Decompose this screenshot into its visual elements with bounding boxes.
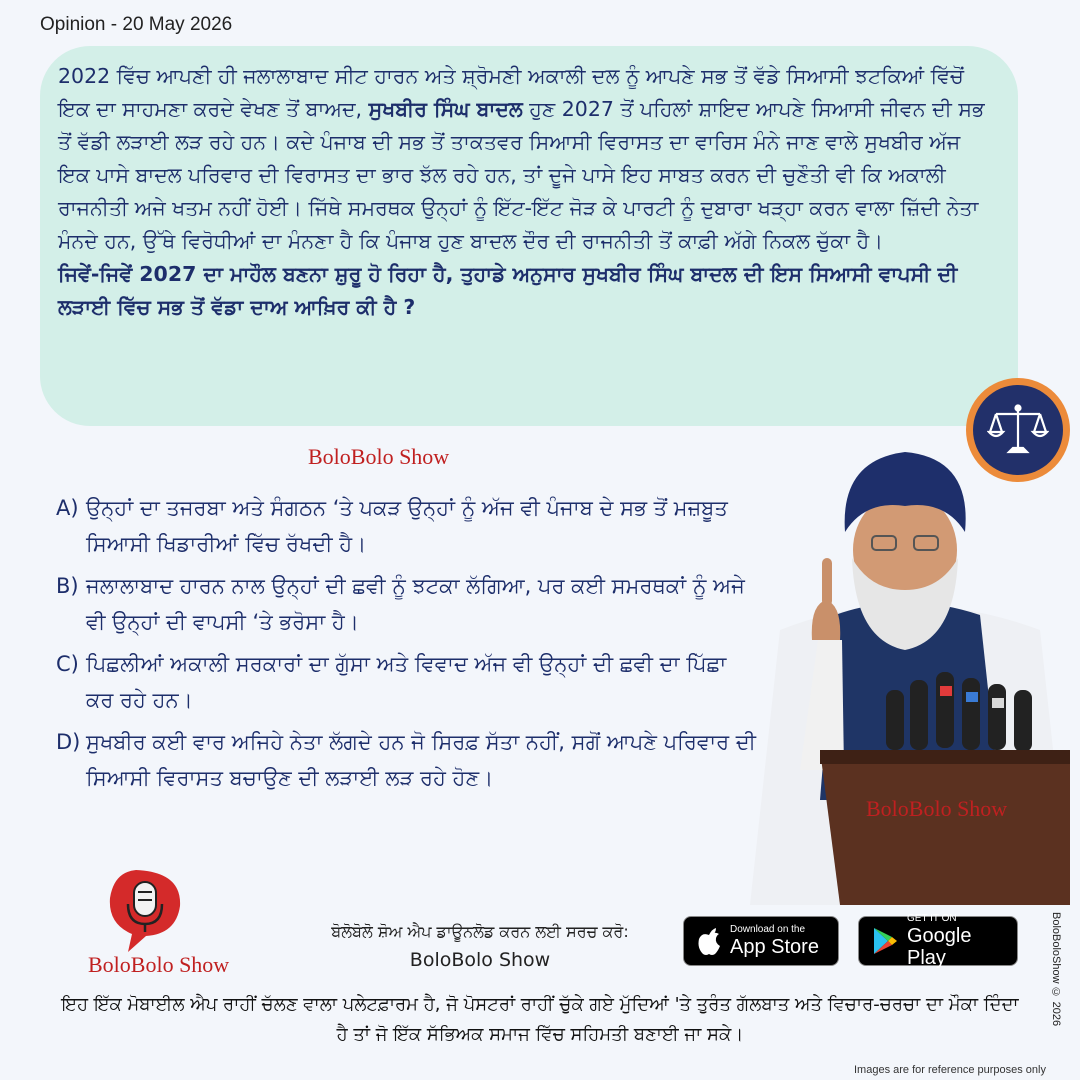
image-disclaimer: Images are for reference purposes only xyxy=(854,1064,1046,1076)
google-play-small: GET IT ON xyxy=(907,913,957,924)
intro-text-2: ਹੁਣ 2027 ਤੋਂ ਪਹਿਲਾਂ ਸ਼ਾਇਦ ਆਪਣੇ ਸਿਆਸੀ ਜੀਵਨ ਦੀ ਸਭ ਤੋਂ ਵੱਡੀ ਲੜਾਈ ਲੜ ਰਹੇ ਹਨ। ਕਦੇ ਪੰਜਾਬ ਦੀ ਸਭ ਤੋਂ ਤਾਕਤਵਰ ਸਿਆਸੀ ਵਿਰਾਸਤ ਦਾ ਵਾਰਿਸ ਮੰਨੇ ਜਾਣ ਵਾਲੇ ਸੁਖਬੀਰ ਅੱਜ ਇਕ ਪਾਸੇ ਬਾਦਲ ਪਰਿਵਾਰ ਦੀ ਵਿਰਾਸਤ ਦਾ ਭਾਰ ਝੱਲ ਰਹੇ ਹਨ, ਤਾਂ ਦੂਜੇ ਪਾਸੇ ਇਹ ਸਾਬਤ ਕਰਨ ਦੀ ਚੁਣੌਤੀ ਵੀ ਕਿ ਅਕਾਲੀ ਰਾਜਨੀਤੀ ਅਜੇ ਖਤਮ ਨਹੀਂ ਹੋਈ। ਜਿੱਥੇ ਸਮਰਥਕ ਉਨ੍ਹਾਂ ਨੂੰ ਇੱਟ-ਇੱਟ ਜੋੜ ਕੇ ਪਾਰਟੀ ਨੂੰ ਦੁਬਾਰਾ ਖੜ੍ਹਾ ਕਰਨ ਵਾਲਾ ਜ਼ਿੱਦੀ ਨੇਤਾ ਮੰਨਦੇ ਹਨ, ਉੱਥੇ ਵਿਰੋਧੀਆਂ ਦਾ ਮੰਨਣਾ ਹੈ ਕਿ ਪੰਜਾਬ ਹੁਣ ਬਾਦਲ ਦੌਰ ਦੀ ਰਾਜਨੀਤੀ ਤੋਂ ਕਾਫ਼ੀ ਅੱਗੇ ਨਿਕਲ ਚੁੱਕਾ ਹੈ। xyxy=(58,97,985,253)
intro-text-1: 2022 ਵਿੱਚ ਆਪਣੀ ਹੀ ਜਲਾਲਾਬਾਦ ਸੀਟ ਹਾਰਨ ਅਤੇ ਸ਼੍ਰੋਮਣੀ ਅਕਾਲੀ ਦਲ ਨੂੰ ਆਪਣੇ ਸਭ ਤੋਂ ਵੱਡੇ ਸਿਆਸੀ ਝਟਕਿਆਂ ਵਿੱਚੋਂ ਇਕ ਦਾ ਸਾਹਮਣਾ ਕਰਦੇ ਵੇਖਣ ਤੋਂ ਬਾਅਦ, xyxy=(58,64,964,121)
option-text: ਜਲਾਲਾਬਾਦ ਹਾਰਨ ਨਾਲ ਉਨ੍ਹਾਂ ਦੀ ਛਵੀ ਨੂੰ ਝਟਕਾ ਲੱਗਿਆ, ਪਰ ਕਈ ਸਮਰਥਕਾਂ ਨੂੰ ਅਜੇ ਵੀ ਉਨ੍ਹਾਂ ਦੀ ਵਾਪਸੀ ‘ਤੇ ਭਰੋਸਾ ਹੈ। xyxy=(86,574,745,634)
download-text: ਬੋਲੋਬੋਲੋ ਸ਼ੋਅ ਐਪ ਡਾਊਨਲੋਡ ਕਰਨ ਲਈ ਸਰਚ ਕਰੋ: xyxy=(331,922,629,941)
speaker-photo xyxy=(740,440,1070,905)
option-letter: B) xyxy=(56,574,79,598)
app-store-button[interactable] xyxy=(683,916,839,966)
option-text: ਪਿਛਲੀਆਂ ਅਕਾਲੀ ਸਰਕਾਰਾਂ ਦਾ ਗੁੱਸਾ ਅਤੇ ਵਿਵਾਦ ਅੱਜ ਵੀ ਉਨ੍ਹਾਂ ਦੀ ਛਵੀ ਦਾ ਪਿੱਛਾ ਕਰ ਰਹੇ ਹਨ। xyxy=(86,652,727,712)
app-name: BoloBolo Show xyxy=(409,949,551,971)
option-text: ਸੁਖਬੀਰ ਕਈ ਵਾਰ ਅਜਿਹੇ ਨੇਤਾ ਲੱਗਦੇ ਹਨ ਜੋ ਸਿਰਫ਼ ਸੱਤਾ ਨਹੀਂ, ਸਗੋਂ ਆਪਣੇ ਪਰਿਵਾਰ ਦੀ ਸਿਆਸੀ ਵਿਰਾਸਤ ਬਚਾਉਣ ਦੀ ਲੜਾਈ ਲੜ ਰਹੇ ਹੋਣ। xyxy=(86,730,757,790)
option-b[interactable] xyxy=(56,568,756,640)
intro-panel xyxy=(40,46,1018,426)
brand-watermark-top: BoloBolo Show xyxy=(308,444,450,469)
google-play-icon xyxy=(871,926,899,956)
app-store-label: App Store xyxy=(730,936,819,958)
answer-options xyxy=(56,490,756,802)
app-store-small: Download on the xyxy=(730,924,806,935)
option-c[interactable] xyxy=(56,646,756,718)
google-play-button[interactable] xyxy=(858,913,1018,969)
option-letter: C) xyxy=(56,652,79,676)
apple-icon xyxy=(696,926,722,956)
option-text: ਉਨ੍ਹਾਂ ਦਾ ਤਜਰਬਾ ਅਤੇ ਸੰਗਠਨ ‘ਤੇ ਪਕੜ ਉਨ੍ਹਾਂ ਨੂੰ ਅੱਜ ਵੀ ਪੰਜਾਬ ਦੇ ਸਭ ਤੋਂ ਮਜ਼ਬੂਤ ਸਿਆਸੀ ਖਿਡਾਰੀਆਂ ਵਿੱਚ ਰੱਖਦੀ ਹੈ। xyxy=(86,496,728,556)
option-d[interactable] xyxy=(56,724,756,796)
brand-logo-text: BoloBolo Show xyxy=(88,952,230,977)
brand-watermark-photo: BoloBolo Show xyxy=(866,796,1008,821)
copyright-notice: BoloBoloShow © 2026 xyxy=(1050,912,1062,1027)
intro-name: ਸੁਖਬੀਰ ਸਿੰਘ ਬਾਦਲ xyxy=(368,97,523,121)
download-instruction xyxy=(290,920,670,972)
question-text: ਜਿਵੇਂ-ਜਿਵੇਂ 2027 ਦਾ ਮਾਹੌਲ ਬਣਨਾ ਸ਼ੁਰੂ ਹੋ ਰਿਹਾ ਹੈ, ਤੁਹਾਡੇ ਅਨੁਸਾਰ ਸੁਖਬੀਰ ਸਿੰਘ ਬਾਦਲ ਦੀ ਇਸ ਸਿਆਸੀ ਵਾਪਸੀ ਦੀ ਲੜਾਈ ਵਿੱਚ ਸਭ ਤੋਂ ਵੱਡਾ ਦਾਅ ਆਖ਼ਿਰ ਕੀ ਹੈ ? xyxy=(58,262,958,319)
footer-description: ਇਹ ਇੱਕ ਮੋਬਾਈਲ ਐਪ ਰਾਹੀਂ ਚੱਲਣ ਵਾਲਾ ਪਲੇਟਫ਼ਾਰਮ ਹੈ, ਜੋ ਪੋਸਟਰਾਂ ਰਾਹੀਂ ਚੁੱਕੇ ਗਏ ਮੁੱਦਿਆਂ 'ਤੇ ਤੁਰੰਤ ਗੱਲਬਾਤ ਅਤੇ ਵਿਚਾਰ-ਚਰਚਾ ਦਾ ਮੌਕਾ ਦਿੰਦਾ ਹੈ ਤਾਂ ਜੋ ਇੱਕ ਸੱਭਿਅਕ ਸਮਾਜ ਵਿੱਚ ਸਹਿਮਤੀ ਬਣਾਈ ਜਾ ਸਕੇ। xyxy=(61,994,1019,1045)
post-date: Opinion - 20 May 2026 xyxy=(40,14,233,35)
option-letter: D) xyxy=(56,730,81,754)
option-a[interactable] xyxy=(56,490,756,562)
google-play-label: Google Play xyxy=(907,925,972,969)
option-letter: A) xyxy=(56,496,79,520)
